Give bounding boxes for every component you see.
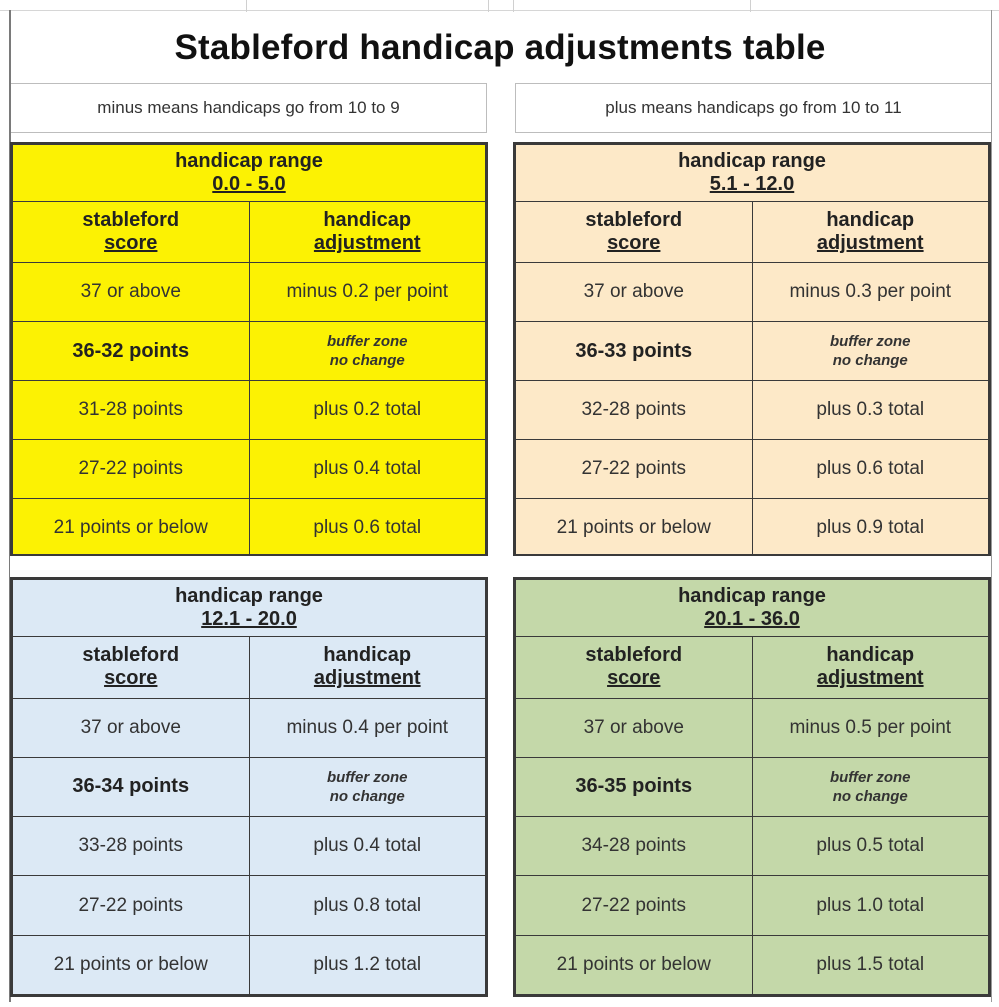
table-row xyxy=(13,698,486,757)
header-line: score xyxy=(607,667,661,690)
adjustment-cell: plus 0.8 total xyxy=(249,876,486,935)
score-cell: 36-34 points xyxy=(13,757,250,816)
header-line: handicap xyxy=(826,644,915,667)
panel-gap xyxy=(10,556,991,577)
score-cell: 31-28 points xyxy=(13,381,250,440)
buffer-line: no change xyxy=(832,352,908,369)
score-cell: 27-22 points xyxy=(13,876,250,935)
adjustment-cell: plus 0.6 total xyxy=(752,440,989,499)
table-row xyxy=(516,757,989,816)
adjustment-table xyxy=(515,579,989,995)
buffer-line: buffer zone xyxy=(326,768,408,786)
score-cell: 32-28 points xyxy=(516,381,753,440)
range-label: handicap range xyxy=(175,150,323,172)
table-row xyxy=(516,876,989,935)
adjustment-column-header xyxy=(249,637,486,698)
adjustment-table xyxy=(515,144,989,558)
score-cell: 37 or above xyxy=(13,698,250,757)
adjustment-column-header xyxy=(752,202,989,263)
header-line: adjustment xyxy=(816,232,924,254)
table-row xyxy=(516,698,989,757)
range-header xyxy=(13,580,486,637)
header-line: stableford xyxy=(585,644,683,667)
plus-note: plus means handicaps go from 10 to 11 xyxy=(515,83,991,133)
buffer-line: buffer zone xyxy=(326,333,408,350)
adjustment-cell: plus 0.5 total xyxy=(752,817,989,876)
panel-range-12-20 xyxy=(10,577,488,997)
range-header xyxy=(516,580,989,637)
buffer-line: buffer zone xyxy=(829,768,911,786)
adjustment-cell: plus 0.4 total xyxy=(249,817,486,876)
adjustment-cell: minus 0.2 per point xyxy=(249,263,486,322)
adjustment-table xyxy=(12,579,486,995)
score-cell: 33-28 points xyxy=(13,817,250,876)
table-row xyxy=(13,499,486,558)
adjustment-cell: minus 0.4 per point xyxy=(249,698,486,757)
adjustment-cell: plus 1.5 total xyxy=(752,935,989,994)
buffer-zone-cell xyxy=(752,757,989,816)
panel-range-5-12 xyxy=(513,142,991,556)
range-value: 20.1 - 36.0 xyxy=(704,608,800,631)
header-line: stableford xyxy=(82,644,180,667)
score-cell: 37 or above xyxy=(516,263,753,322)
panel-range-0-5 xyxy=(10,142,488,556)
table-row xyxy=(13,935,486,994)
score-cell: 21 points or below xyxy=(516,935,753,994)
header-line: adjustment xyxy=(313,232,421,254)
buffer-zone-cell xyxy=(249,322,486,381)
table-row xyxy=(13,381,486,440)
range-value: 12.1 - 20.0 xyxy=(201,608,297,631)
score-column-header xyxy=(516,202,753,263)
range-label: handicap range xyxy=(175,585,323,608)
score-cell: 27-22 points xyxy=(516,440,753,499)
score-cell: 27-22 points xyxy=(13,440,250,499)
adjustment-cell: plus 1.0 total xyxy=(752,876,989,935)
score-cell: 37 or above xyxy=(13,263,250,322)
table-row xyxy=(13,757,486,816)
range-header xyxy=(516,145,989,202)
header-line: stableford xyxy=(585,209,683,231)
table-row xyxy=(13,876,486,935)
table-row xyxy=(516,817,989,876)
panel-range-20-36 xyxy=(513,577,991,997)
buffer-line: no change xyxy=(329,352,405,369)
table-row xyxy=(516,381,989,440)
score-cell: 36-35 points xyxy=(516,757,753,816)
score-column-header xyxy=(516,637,753,698)
table-row xyxy=(516,322,989,381)
header-line: handicap xyxy=(323,209,412,231)
header-line: adjustment xyxy=(313,667,421,690)
adjustment-cell: plus 0.6 total xyxy=(249,499,486,558)
score-column-header xyxy=(13,202,250,263)
score-cell: 27-22 points xyxy=(516,876,753,935)
table-row xyxy=(516,263,989,322)
adjustment-cell: minus 0.5 per point xyxy=(752,698,989,757)
adjustment-column-header xyxy=(249,202,486,263)
score-cell: 34-28 points xyxy=(516,817,753,876)
adjustment-cell: plus 0.3 total xyxy=(752,381,989,440)
score-cell: 36-33 points xyxy=(516,322,753,381)
header-line: stableford xyxy=(82,209,180,231)
table-row xyxy=(13,817,486,876)
score-column-header xyxy=(13,637,250,698)
score-cell: 21 points or below xyxy=(13,499,250,558)
score-cell: 21 points or below xyxy=(13,935,250,994)
table-row xyxy=(516,440,989,499)
header-line: handicap xyxy=(323,644,412,667)
score-cell: 21 points or below xyxy=(516,499,753,558)
minus-note: minus means handicaps go from 10 to 9 xyxy=(11,83,487,133)
adjustment-table xyxy=(12,144,486,558)
buffer-zone-cell xyxy=(249,757,486,816)
adjustment-cell: plus 0.9 total xyxy=(752,499,989,558)
page-title: Stableford handicap adjustments table xyxy=(174,28,826,67)
header-line: score xyxy=(104,232,158,254)
adjustment-cell: plus 0.4 total xyxy=(249,440,486,499)
adjustment-cell: minus 0.3 per point xyxy=(752,263,989,322)
buffer-zone-cell xyxy=(752,322,989,381)
table-row xyxy=(516,499,989,558)
table-row xyxy=(13,322,486,381)
header-line: score xyxy=(104,667,158,690)
buffer-line: no change xyxy=(329,787,405,805)
adjustment-cell: plus 0.2 total xyxy=(249,381,486,440)
buffer-line: no change xyxy=(832,787,908,805)
header-line: adjustment xyxy=(816,667,924,690)
score-cell: 37 or above xyxy=(516,698,753,757)
table-row xyxy=(13,440,486,499)
range-label: handicap range xyxy=(678,585,826,608)
header-line: score xyxy=(607,232,661,254)
adjustment-column-header xyxy=(752,637,989,698)
buffer-line: buffer zone xyxy=(829,333,911,350)
adjustment-cell: plus 1.2 total xyxy=(249,935,486,994)
range-value: 0.0 - 5.0 xyxy=(212,173,286,195)
score-cell: 36-32 points xyxy=(13,322,250,381)
header-line: handicap xyxy=(826,209,915,231)
range-value: 5.1 - 12.0 xyxy=(709,173,795,195)
table-row xyxy=(13,263,486,322)
range-header xyxy=(13,145,486,202)
range-label: handicap range xyxy=(678,150,826,172)
table-row xyxy=(516,935,989,994)
